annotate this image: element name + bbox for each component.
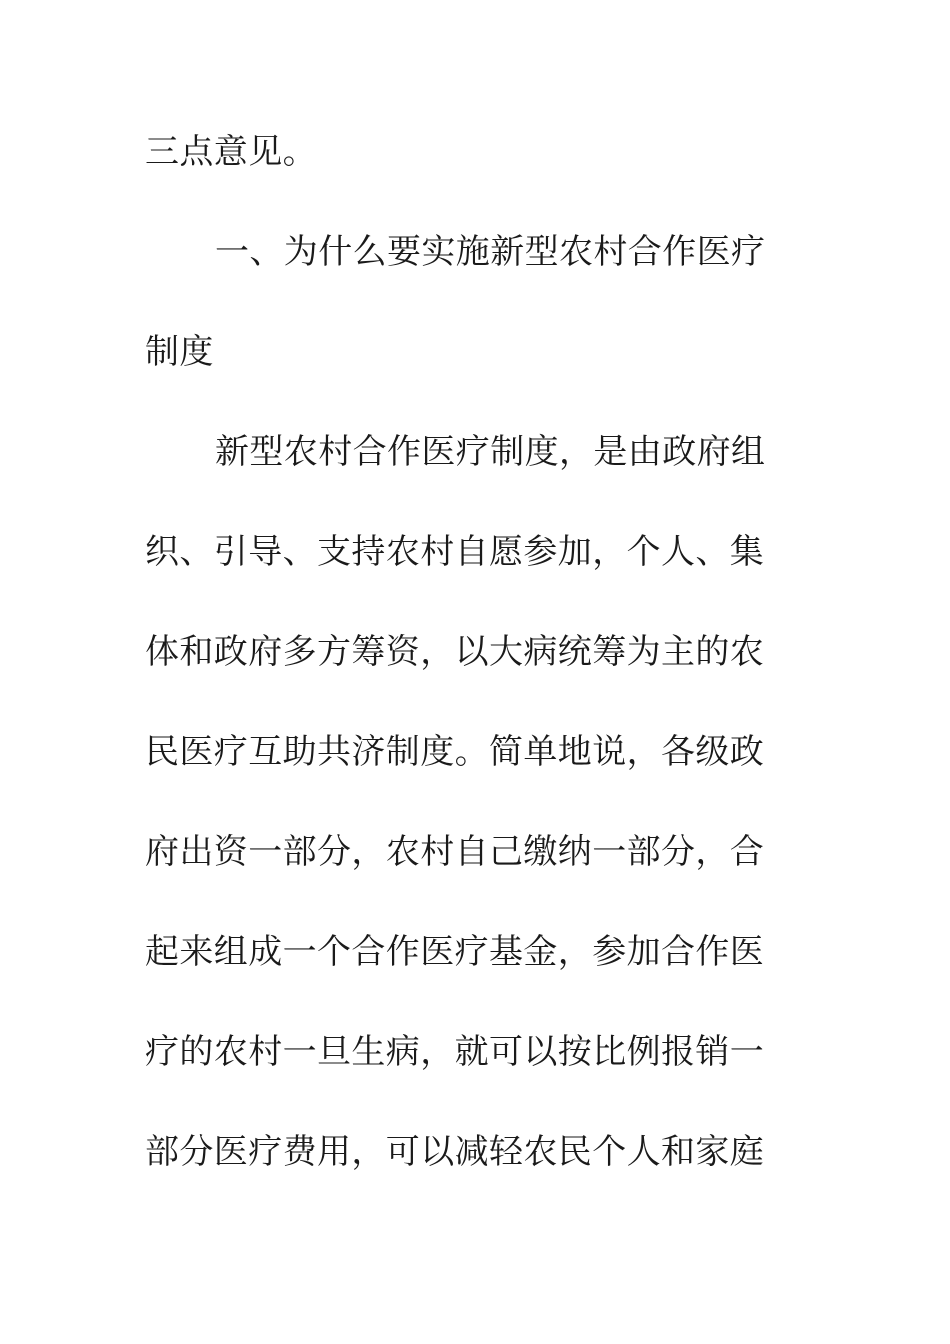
paragraph-line-6: 起来组成一个合作医疗基金，参加合作医	[145, 932, 765, 972]
paragraph-line-1: 新型农村合作医疗制度，是由政府组	[215, 432, 766, 472]
section-heading-line-2: 制度	[145, 332, 214, 372]
paragraph-line-2: 织、引导、支持农村自愿参加，个人、集	[145, 532, 765, 572]
paragraph-line-5: 府出资一部分，农村自己缴纳一部分，合	[145, 832, 765, 872]
paragraph-line-8: 部分医疗费用，可以减轻农民个人和家庭	[145, 1132, 765, 1172]
section-heading-line-1: 一、为什么要实施新型农村合作医疗	[215, 232, 766, 272]
text-line-1: 三点意见。	[145, 132, 317, 172]
paragraph-line-3: 体和政府多方筹资，以大病统筹为主的农	[145, 632, 765, 672]
paragraph-line-4: 民医疗互助共济制度。简单地说，各级政	[145, 732, 765, 772]
paragraph-line-7: 疗的农村一旦生病，就可以按比例报销一	[145, 1032, 765, 1072]
